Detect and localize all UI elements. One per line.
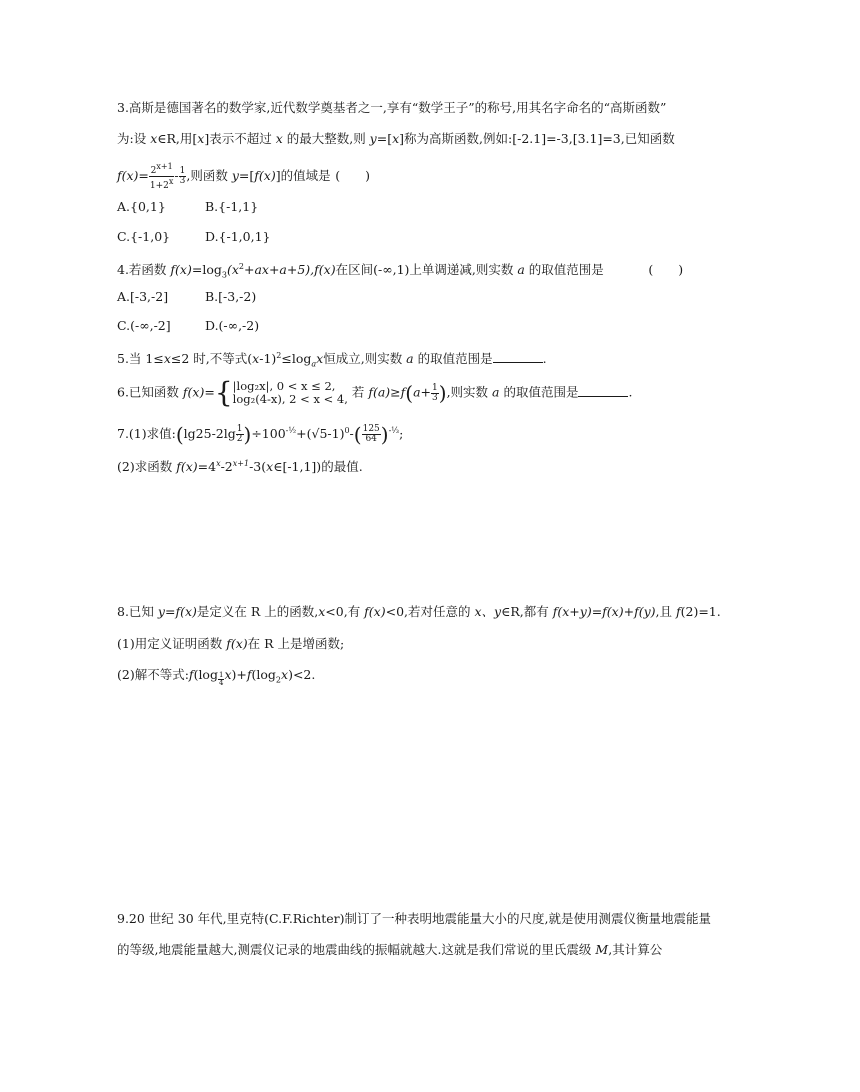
- paren-left: (: [175, 422, 184, 447]
- q3-text: 3.高斯是德国著名的数学家,近代数学奠基者之一,享有“数学王子”的称号,用其名字命名的“高斯函数”: [117, 100, 667, 115]
- text: =log: [191, 262, 222, 278]
- frac-den: 1+2: [149, 181, 169, 191]
- var: x: [224, 667, 232, 682]
- piece-2: log₂(4-x), 2 < x < 4,: [232, 392, 348, 406]
- option-b: B.{-1,1}: [205, 199, 259, 214]
- piecewise: [233, 380, 348, 406]
- brace: {: [214, 376, 233, 409]
- option-b: B.[-3,-2): [205, 289, 257, 304]
- text: 8.已知: [117, 604, 158, 619]
- var: f(x): [176, 459, 198, 475]
- text: +(√5-1): [296, 426, 345, 442]
- text: )+: [231, 667, 247, 682]
- text: ,且: [655, 604, 676, 619]
- text: 6.已知函数: [117, 384, 183, 400]
- fraction: [431, 384, 439, 403]
- text: (2)=1.: [680, 604, 721, 619]
- frac-num: 1: [218, 671, 224, 679]
- frac-den: 3: [432, 392, 438, 403]
- text: ,则函数: [186, 168, 232, 183]
- var: y: [157, 604, 165, 619]
- sup: x: [216, 459, 221, 468]
- text: 的取值范围是: [499, 384, 579, 400]
- frac-num: 1: [432, 382, 438, 393]
- sup: x+1: [156, 162, 173, 171]
- var: x: [275, 131, 283, 146]
- text: ,则实数: [446, 384, 493, 400]
- var: f(x): [170, 262, 192, 278]
- text: 的最大整数,则: [282, 131, 370, 146]
- sup: x: [168, 177, 174, 186]
- text: ≤2 时,不等式(: [170, 351, 253, 367]
- text: =[: [376, 131, 393, 146]
- text: 的等级,地震能量越大,测震仪记录的地震曲线的振幅就越大.这就是我们常说的里氏震级: [117, 942, 596, 957]
- fraction: [236, 425, 244, 444]
- text: .: [628, 384, 633, 400]
- text: ]称为高斯函数,例如:[-2.1]=-3,[3.1]=3,已知函数: [399, 131, 675, 146]
- q3-options-ab: [117, 199, 258, 215]
- var: f(a)≥f: [368, 384, 406, 400]
- text: 4.若函数: [117, 262, 171, 278]
- text: 在区间(-∞,1)上单调递减,则实数: [335, 262, 518, 278]
- var: x: [163, 351, 171, 367]
- text: ∈R,都有: [501, 604, 553, 619]
- option-d: D.(-∞,-2): [205, 318, 260, 333]
- answer-blank[interactable]: [493, 350, 543, 363]
- text: -3(: [249, 459, 267, 475]
- var: x: [392, 131, 400, 146]
- function-expr: f(x)=: [117, 168, 149, 183]
- text: 9.20 世纪 30 年代,里克特(C.F.Richter)制订了一种表明地震能量大小的尺度,就是使用测震仪衡量地震能量: [117, 911, 712, 926]
- text: ∈R,用[: [157, 131, 198, 146]
- text: =: [164, 604, 176, 619]
- var: x: [316, 351, 324, 367]
- text: 的取值范围是: [524, 262, 604, 278]
- frac-num: 2: [150, 166, 157, 176]
- sub: 3: [221, 270, 227, 280]
- piece-1: |log₂x|, 0 < x ≤ 2,: [232, 379, 336, 393]
- paren-right: ): [380, 422, 389, 447]
- text: 恒成立,则实数: [323, 351, 407, 367]
- text: <0,有: [325, 604, 365, 619]
- q4-options-ab: [117, 289, 256, 305]
- answer-blank[interactable]: [578, 384, 628, 397]
- var: f(x): [364, 604, 386, 619]
- var: f(x+y)=f(x)+f(y): [552, 604, 656, 619]
- text: ]的值域是: [275, 168, 331, 183]
- text: -2: [220, 459, 233, 475]
- fraction: [149, 162, 175, 191]
- var: f: [675, 604, 681, 619]
- var: y: [369, 131, 377, 146]
- var: a: [406, 351, 414, 367]
- text: ;: [399, 426, 404, 442]
- sup: 0: [344, 426, 350, 435]
- var: x: [150, 131, 158, 146]
- frac-den: 3: [179, 176, 186, 186]
- text: lg25-2lg: [183, 426, 236, 442]
- paren-right: ): [243, 422, 252, 447]
- text: 在 R 上是增函数;: [247, 636, 345, 651]
- q3-line2: [117, 131, 675, 147]
- text: .: [542, 351, 547, 367]
- option-d: D.{-1,0,1}: [205, 229, 271, 244]
- text: -1): [259, 351, 277, 367]
- text: ,其计算公: [608, 942, 663, 957]
- paren-left: (: [405, 381, 414, 405]
- option-a: A.{0,1}: [117, 199, 166, 214]
- text: -: [174, 168, 179, 183]
- option-c: C.{-1,0}: [117, 229, 171, 244]
- var: f(x): [226, 636, 248, 651]
- var: a: [492, 384, 500, 400]
- answer-paren: ( ): [335, 168, 370, 183]
- q3-line1: [117, 100, 666, 116]
- var: f: [188, 667, 194, 682]
- q8-line2: [117, 636, 344, 652]
- paren-left: (: [353, 422, 362, 447]
- var: x、y: [474, 604, 502, 619]
- sup: 2: [276, 351, 282, 360]
- q7-part1: [117, 422, 404, 447]
- sup: x+1: [232, 459, 250, 468]
- q5-stem: [117, 348, 547, 373]
- var: x: [252, 351, 260, 367]
- q3-line3: [117, 162, 371, 191]
- q8-line1: [117, 604, 721, 620]
- var: f: [246, 667, 252, 682]
- q3-options-cd: [117, 229, 271, 245]
- sup: -½: [285, 426, 297, 435]
- var: x: [281, 667, 289, 682]
- q4-options-cd: [117, 318, 259, 334]
- text: (log: [193, 667, 218, 682]
- var: x: [266, 459, 274, 475]
- frac-den: 2: [236, 434, 243, 445]
- answer-paren: ( ): [648, 262, 684, 278]
- var: f(x)=: [182, 384, 215, 400]
- frac-den: 64: [365, 434, 377, 445]
- var: M: [595, 942, 609, 957]
- sub: a: [311, 359, 317, 369]
- var: y: [231, 168, 239, 183]
- text: =4: [197, 459, 217, 475]
- frac-num: 1: [179, 166, 186, 176]
- q9-line1: [117, 911, 711, 927]
- option-a: A.[-3,-2]: [117, 289, 169, 304]
- text: <0,若对任意的: [385, 604, 475, 619]
- sup: -⅓: [388, 426, 400, 435]
- text: ≤log: [281, 351, 312, 367]
- q7-part2: [117, 456, 363, 475]
- frac-num: 1: [236, 424, 243, 435]
- paren-right: ): [438, 381, 447, 405]
- q6-stem: [117, 376, 633, 409]
- var: (x: [226, 262, 239, 278]
- q4-stem: [117, 259, 684, 284]
- var: a+: [413, 384, 432, 400]
- var: +ax+a+5),: [243, 262, 315, 278]
- sup: 2: [238, 262, 244, 271]
- text: (1)用定义证明函数: [117, 636, 227, 651]
- text: =[: [238, 168, 255, 183]
- q8-line3: [117, 667, 315, 689]
- text: (log: [251, 667, 276, 682]
- var: a: [517, 262, 525, 278]
- var: f(x): [175, 604, 197, 619]
- text: -: [349, 426, 354, 442]
- text: ∈[-1,1])的最值.: [273, 459, 363, 475]
- var: f(x): [314, 262, 336, 278]
- sub: 2: [275, 675, 281, 685]
- frac-num: 125: [362, 424, 380, 435]
- text: (2)求函数: [117, 459, 177, 475]
- var: f(x): [254, 168, 276, 183]
- text: (2)解不等式:: [117, 667, 189, 682]
- text: ÷100: [251, 426, 286, 442]
- frac-den: 4: [218, 679, 224, 687]
- text: 的取值范围是: [413, 351, 493, 367]
- text: 7.(1)求值:: [117, 426, 176, 442]
- fraction: [362, 425, 381, 444]
- var: x: [318, 604, 326, 619]
- text: 为:设: [117, 131, 151, 146]
- text: 是定义在 R 上的函数,: [196, 604, 319, 619]
- text: ]表示不超过: [204, 131, 276, 146]
- text: 5.当 1≤: [117, 351, 164, 367]
- q9-line2: [117, 942, 662, 958]
- var: x: [197, 131, 205, 146]
- text: 若: [351, 384, 369, 400]
- text: )<2.: [288, 667, 316, 682]
- option-c: C.(-∞,-2]: [117, 318, 171, 333]
